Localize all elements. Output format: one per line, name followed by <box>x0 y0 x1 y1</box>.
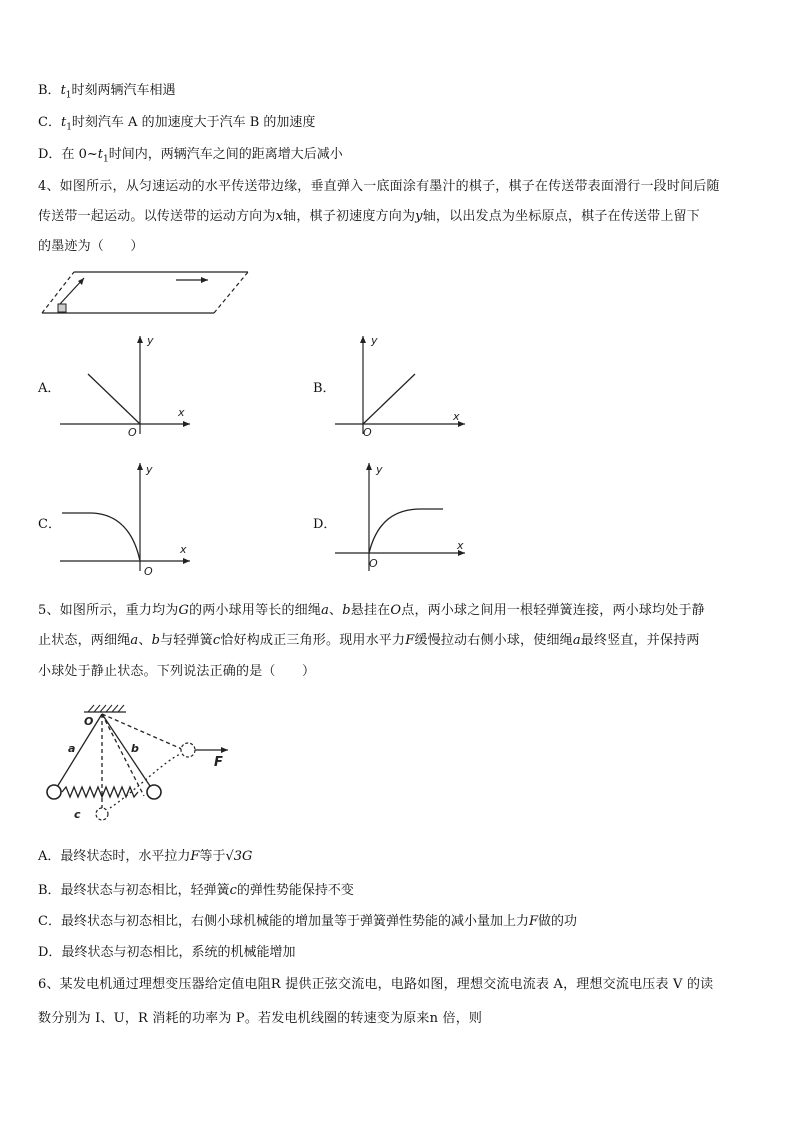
q5-stem-line-1: 5、如图所示，重力均为G的两小球用等长的细绳a、b悬挂在O点，两小球之间用一根轻弹簧连接，两小球均处于静 <box>38 603 705 618</box>
svg-text:F: F <box>214 755 223 770</box>
q4-stem-line-2: 传送带一起运动。以传送带的运动方向为x轴，棋子初速度方向为y轴，以出发点为坐标原点，棋子在传送带上留下 <box>38 209 700 224</box>
q5-option-d[interactable]: D．最终状态与初态相比，系统的机械能增加 <box>38 945 296 960</box>
q5-stem-line-3: 小球处于静止状态。下列说法正确的是（ ） <box>38 664 316 679</box>
svg-text:x: x <box>457 539 464 552</box>
svg-text:a: a <box>68 742 76 755</box>
option-c-prev: C．$t_1$时刻汽车 A 的加速度大于汽车 B 的加速度 <box>38 115 316 133</box>
q5-stem-line-2: 止状态，两细绳a、b与轻弹簧c恰好构成正三角形。现用水平力F缓慢拉动右侧小球，使细绳a最终竖直，并保持两 <box>38 633 700 648</box>
q5-option-c[interactable]: C．最终状态与初态相比，右侧小球机械能的增加量等于弹簧弹性势能的减小量加上力F做的功 <box>38 914 578 929</box>
svg-text:b: b <box>131 742 139 755</box>
option-b-prev: B．$t_1$时刻两辆汽车相遇 <box>38 83 176 101</box>
conveyor-belt-figure <box>38 268 258 320</box>
q6-stem-line-2: 数分别为 I、U，R 消耗的功率为 P。若发电机线圈的转速变为原来n 倍，则 <box>38 1011 483 1026</box>
q4-option-a-label[interactable]: A． <box>38 381 61 396</box>
svg-text:x: x <box>180 543 187 556</box>
svg-text:O: O <box>128 426 137 439</box>
q6-stem-line-1: 6、某发电机通过理想变压器给定值电阻R 提供正弦交流电，电路如图，理想交流电流表 A，理想交流电压表 V 的读 <box>38 977 714 992</box>
svg-text:y: y <box>147 334 154 347</box>
svg-text:x: x <box>178 406 185 419</box>
svg-text:O: O <box>84 715 94 728</box>
q4-stem-line-1: 4、如图所示，从匀速运动的水平传送带边缘，垂直弹入一底面涂有墨汁的棋子，棋子在传送带表面滑行一段时间后随 <box>38 179 720 194</box>
svg-text:c: c <box>74 808 81 821</box>
q5-option-b[interactable]: B．最终状态与初态相比，轻弹簧c的弹性势能保持不变 <box>38 883 354 898</box>
svg-text:O: O <box>369 557 378 570</box>
q4-option-b-label[interactable]: B． <box>313 381 336 396</box>
svg-text:y: y <box>146 463 153 476</box>
q4-option-c-label[interactable]: C． <box>38 517 61 532</box>
q4-stem-line-3: 的墨迹为（ ） <box>38 239 144 254</box>
q5-spring-figure <box>38 702 238 822</box>
svg-text:x: x <box>453 410 460 423</box>
q4-option-c-graph[interactable] <box>60 457 200 577</box>
svg-text:y: y <box>371 334 378 347</box>
q4-option-d-graph[interactable] <box>335 457 475 577</box>
q4-option-b-graph[interactable] <box>335 330 475 440</box>
svg-text:O: O <box>144 565 153 578</box>
svg-text:O: O <box>363 426 372 439</box>
option-d-prev: D．在 $0\sim t_1$时间内，两辆汽车之间的距离增大后减小 <box>38 147 343 165</box>
q5-option-a[interactable]: A．最终状态时，水平拉力F等于√3G <box>38 849 253 864</box>
q4-option-a-graph[interactable] <box>60 330 200 440</box>
q4-option-d-label[interactable]: D． <box>313 517 337 532</box>
svg-text:y: y <box>376 463 383 476</box>
